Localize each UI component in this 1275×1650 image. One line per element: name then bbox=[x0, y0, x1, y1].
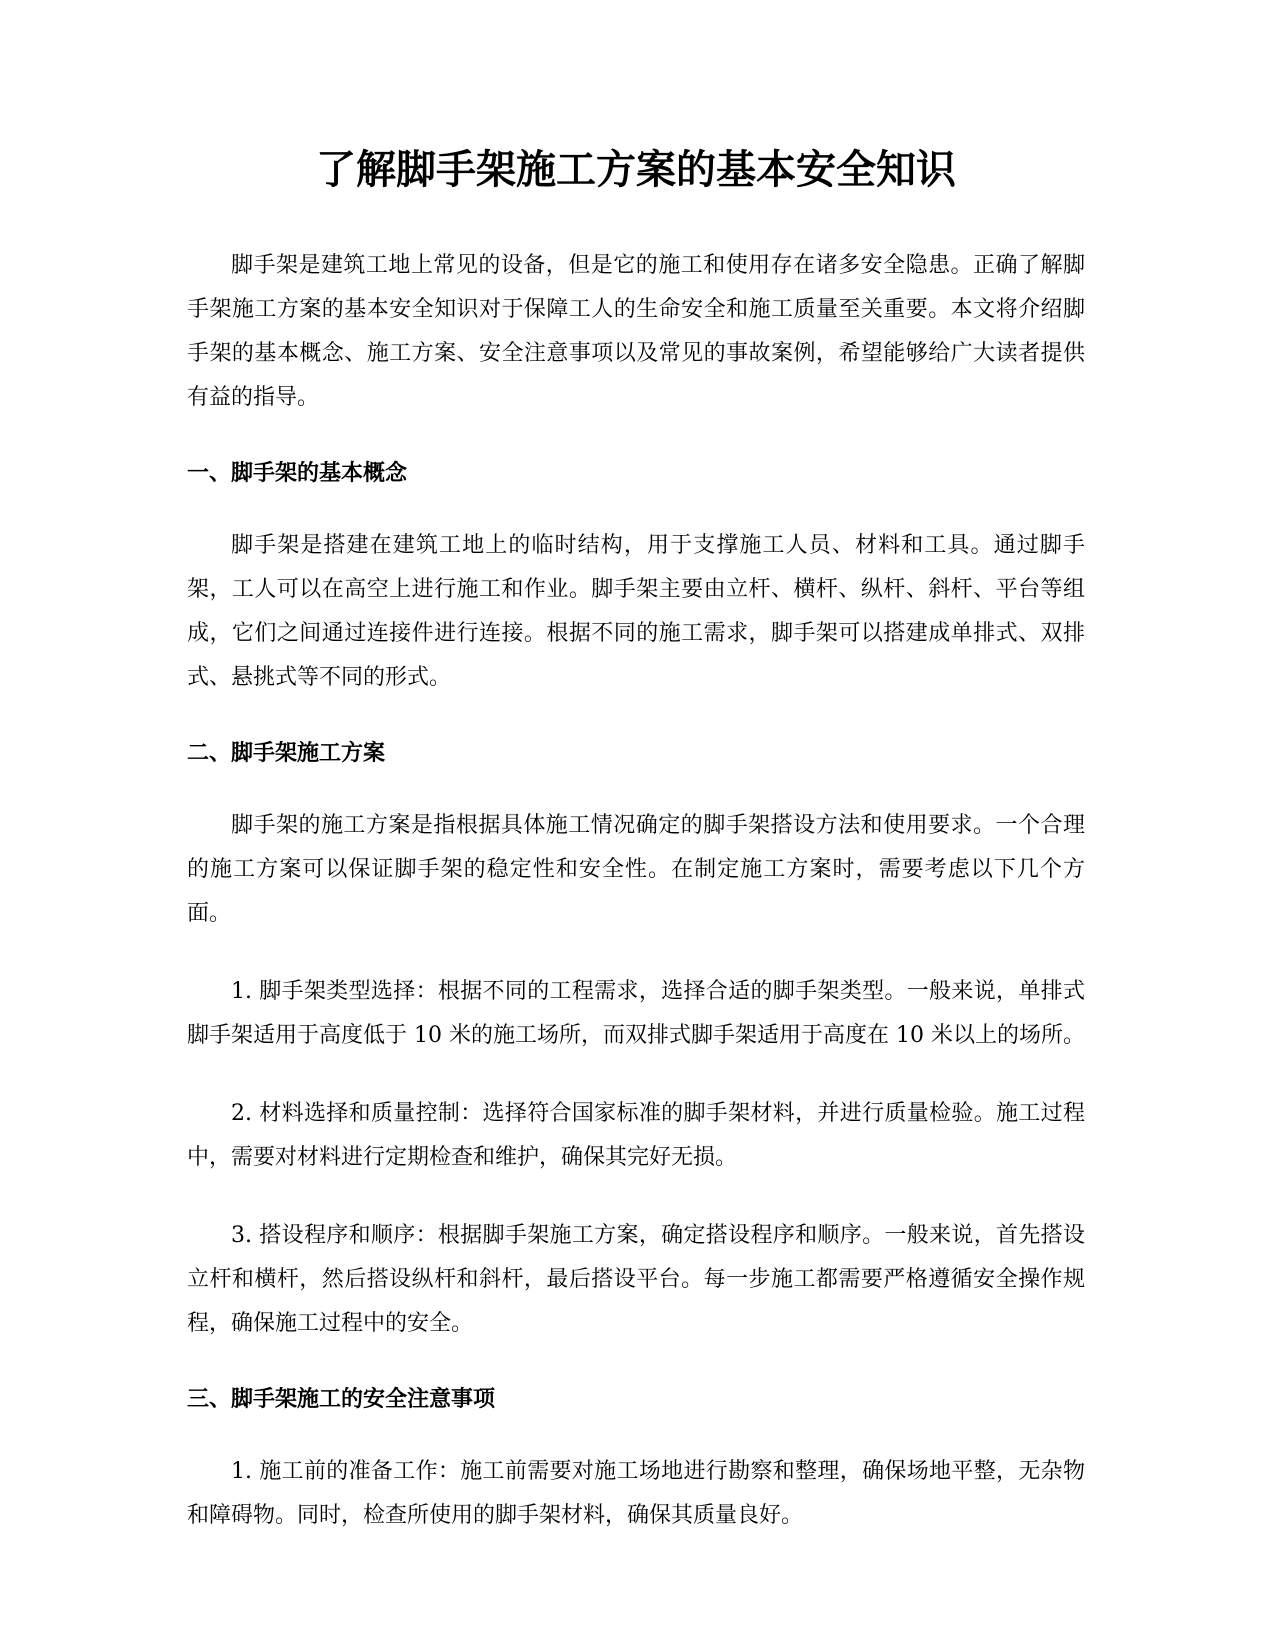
list-item-scaffold-type: 1. 脚手架类型选择：根据不同的工程需求，选择合适的脚手架类型。一般来说，单排式脚手架适用于高度低于 10 米的施工场所，而双排式脚手架适用于高度在 10 米以上的场所。 bbox=[187, 979, 1085, 1048]
list-item-erection-sequence: 3. 搭设程序和顺序：根据脚手架施工方案，确定搭设程序和顺序。一般来说，首先搭设立杆和横杆，然后搭设纵杆和斜杆，最后搭设平台。每一步施工都需要严格遵循安全操作规程，确保施工过程中的安全。 bbox=[187, 1223, 1085, 1336]
document-body bbox=[187, 140, 1085, 1572]
intro-paragraph: 脚手架是建筑工地上常见的设备，但是它的施工和使用存在诸多安全隐患。正确了解脚手架施工方案的基本安全知识对于保障工人的生命安全和施工质量至关重要。本文将介绍脚手架的基本概念、施工方案、安全注意事项以及常见的事故案例，希望能够给广大读者提供有益的指导。 bbox=[187, 253, 1085, 410]
document-title: 了解脚手架施工方案的基本安全知识 bbox=[316, 147, 956, 193]
section-heading-construction-plan: 二、脚手架施工方案 bbox=[187, 741, 386, 766]
section-heading-basic-concept: 一、脚手架的基本概念 bbox=[187, 461, 408, 486]
list-item-material-quality: 2. 材料选择和质量控制：选择符合国家标准的脚手架材料，并进行质量检验。施工过程中，需要对材料进行定期检查和维护，确保其完好无损。 bbox=[187, 1101, 1085, 1170]
section-paragraph-basic-concept: 脚手架是搭建在建筑工地上的临时结构，用于支撑施工人员、材料和工具。通过脚手架，工人可以在高空上进行施工和作业。脚手架主要由立杆、横杆、纵杆、斜杆、平台等组成，它们之间通过连接件进行连接。根据不同的施工需求，脚手架可以搭建成单排式、双排式、悬挑式等不同的形式。 bbox=[187, 533, 1085, 690]
section-paragraph-construction-plan: 脚手架的施工方案是指根据具体施工情况确定的脚手架搭设方法和使用要求。一个合理的施工方案可以保证脚手架的稳定性和安全性。在制定施工方案时，需要考虑以下几个方面。 bbox=[187, 813, 1085, 926]
list-item-preparation: 1. 施工前的准备工作：施工前需要对施工场地进行勘察和整理，确保场地平整，无杂物和障碍物。同时，检查所使用的脚手架材料，确保其质量良好。 bbox=[187, 1459, 1085, 1528]
section-heading-safety-notes: 三、脚手架施工的安全注意事项 bbox=[187, 1387, 496, 1412]
